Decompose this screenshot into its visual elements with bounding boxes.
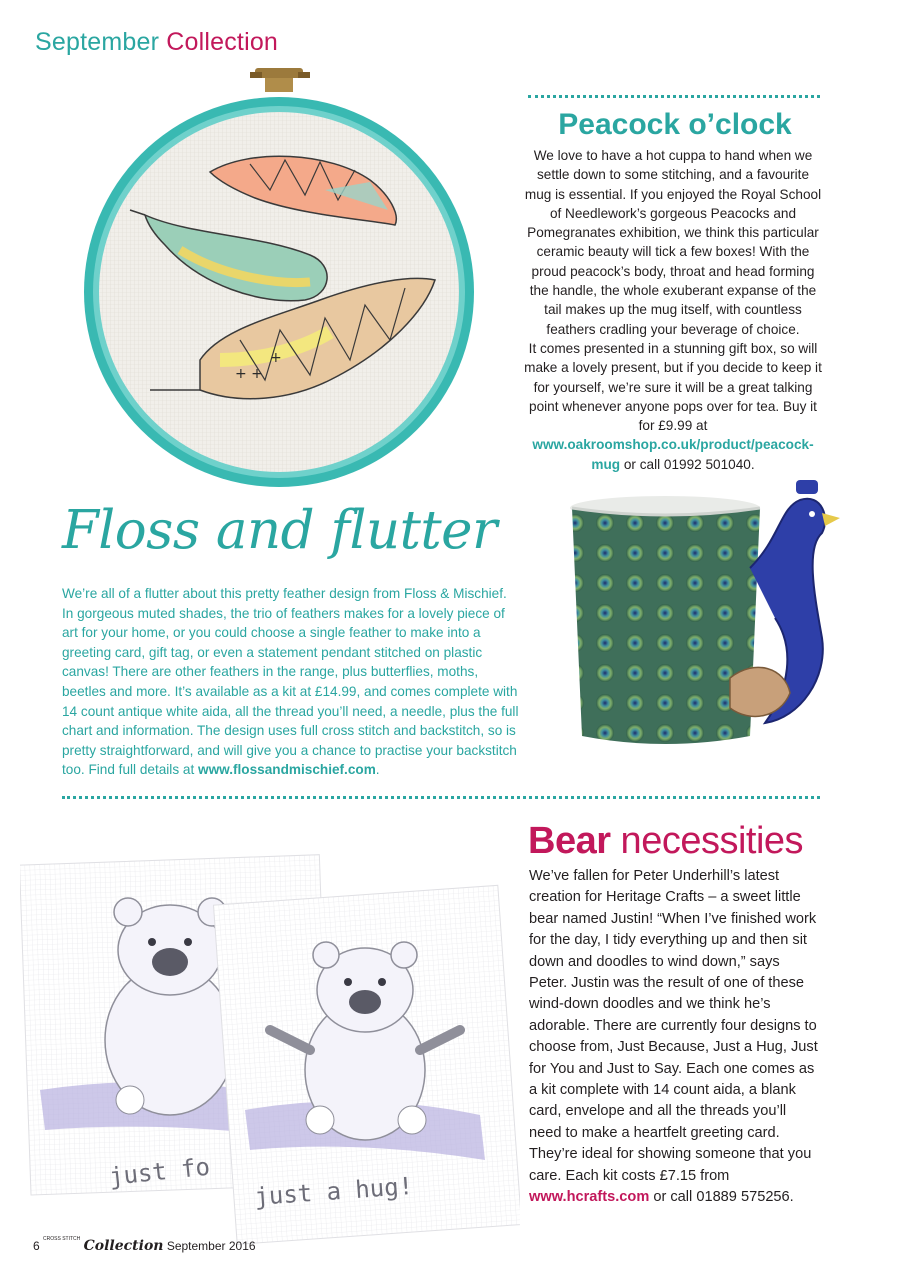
floss-title: Floss and flutter <box>62 500 497 561</box>
peacock-title: Peacock o’clock <box>558 108 792 141</box>
footer-brand: Collection <box>83 1238 164 1254</box>
section-header <box>35 28 278 57</box>
section-header-highlight: Collection <box>166 28 279 56</box>
bear-cards-image <box>20 840 520 1250</box>
bear-title-rest: necessities <box>610 820 804 862</box>
page-footer <box>33 1238 256 1254</box>
svg-text:+: + <box>270 350 282 366</box>
floss-shop-link[interactable]: www.flossandmischief.com <box>198 762 376 778</box>
floss-body-end: . <box>375 762 380 778</box>
peacock-phone-text: or call 01992 501040. <box>620 456 755 472</box>
peacock-body <box>522 146 824 474</box>
bear-card-front <box>213 885 520 1244</box>
bear-phone-text: or call 01889 575256. <box>649 1189 794 1206</box>
bear-body <box>529 866 819 1209</box>
bear-title-bold: Bear <box>528 820 611 862</box>
bear-title <box>528 820 803 863</box>
floss-body-text: We’re all of a flutter about this pretty feather design from Floss & Mischief. In gorgeous muted shades, the trio of feathers makes for a lovely piece of art for your home, or you could choose a single feather to make into a greeting card, gift tag, or even a statement pendant stitched on plastic canvas! There are other feathers in the range, plus butterflies, moths, beetles and more. It’s available as a kit at £14.99, and comes complete with 14 count antique white aida, all the thread you’ll need, a needle, plus the full chart and information. The design uses full cross stitch and backstitch, so is pretty straightforward, and will give you a chance to practise your backstitch too. Find full details at <box>62 586 519 778</box>
peacock-paragraph-2 <box>522 339 824 474</box>
bear-card-back-caption: just fo <box>107 1152 212 1191</box>
peacock-shop-link[interactable]: www.oakroomshop.co.uk/product/peacock-mug <box>532 437 814 472</box>
footer-brand-small: CROSS STITCH <box>43 1236 81 1242</box>
svg-text:+ +: + + <box>235 366 263 382</box>
peacock-mug-image <box>560 478 845 753</box>
floss-body <box>62 584 520 780</box>
footer-date: September 2016 <box>166 1239 256 1253</box>
section-header-prefix: September <box>35 28 160 56</box>
divider-middle <box>62 796 820 799</box>
feather-hoop-image <box>70 60 490 500</box>
peacock-paragraph-1: We love to have a hot cuppa to hand when we settle down to some stitching, and a favourite mug is essential. If you enjoyed the Royal School of Needlework’s gorgeous Peacocks and Pomegranates exhibition, we think this particular ceramic beauty will tick a few boxes! With the proud peacock’s body, throat and head forming the handle, the whole exuberant expanse of the tail makes up the mug itself, with countless feathers cradling your beverage of choice. <box>524 148 822 337</box>
peacock-para2-text: It comes presented in a stunning gift box, so will make a lovely present, but if you decide to keep it for yourself, we’re sure it will be a great talking point whenever anyone pops over for tea. Buy it for £9.99 at <box>524 340 822 434</box>
bear-card-front-caption: just a hug! <box>253 1171 414 1211</box>
bear-shop-link[interactable]: www.hcrafts.com <box>529 1189 650 1206</box>
page-number: 6 <box>33 1239 40 1253</box>
bear-body-text: We’ve fallen for Peter Underhill’s latest creation for Heritage Crafts – a sweet little bear named Justin! “When I’ve finished work for the day, I tidy everything up and then sit down and doodles to wind down,” says Peter. Justin was the result of one of these wind-down doodles and we think he’s adorable. There are currently four designs to choose from, Just Because, Just a Hug, Just for You and Just to Say. Each one comes as a kit complete with 14 count aida, a blank card, envelope and all the threads you’ll need to make a heartfelt greeting card. They’re ideal for showing someone that you care. Each kit costs £7.15 from <box>529 868 818 1184</box>
divider-top <box>528 95 820 98</box>
